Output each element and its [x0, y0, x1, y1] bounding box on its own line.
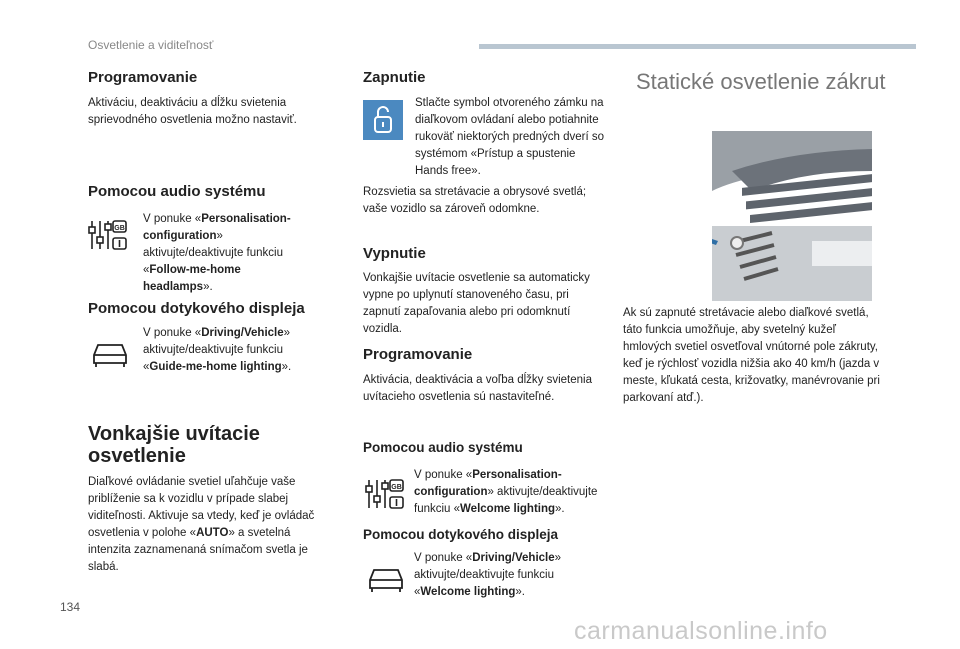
col1-prog-text: Aktiváciu, deaktiváciu a dĺžku svietenia sprievodného osvetlenia možno nastaviť.: [88, 97, 297, 126]
col2-prog-text: Aktivácia, deaktivácia a voľba dĺžky svietenia uvítacieho osvetlenia sú nastaviteľné.: [363, 374, 592, 403]
welcome-title: Vonkajšie uvítacie osvetlenie: [88, 423, 260, 467]
on-text: Rozsvietia sa stretávacie a obrysové svetlá; vaše vozidlo sa zároveň odomkne.: [363, 186, 587, 215]
col2-audio-title: Pomocou audio systému: [363, 440, 523, 455]
svg-text:GB: GB: [391, 484, 402, 491]
svg-text:GB: GB: [114, 225, 125, 232]
static-cornering-text: Ak sú zapnuté stretávacie alebo diaľkové svetlá, táto funkcia umožňuje, aby svetelný kužeľ hmlových svetiel osvetľoval vnútorné pole zákruty, keď je rýchlosť vozidla nižšia ako 40 km/h (jazda v meste, kľukatá cesta, križovatky, manévrovanie pri parkovaní atď.).: [623, 307, 880, 404]
col2-touch-title: Pomocou dotykového displeja: [363, 527, 559, 542]
col2-touch-text: V ponuke «Driving/Vehicle» aktivujte/deaktivujte funkciu «Welcome lighting».: [414, 552, 562, 598]
unlock-key-icon: [363, 100, 403, 140]
col1-audio-title: Pomocou audio systému: [88, 183, 266, 200]
on-title: Zapnutie: [363, 69, 426, 86]
col2-prog-title: Programovanie: [363, 346, 473, 363]
audio-settings-icon: [365, 474, 405, 514]
on-icon-text: Stlačte symbol otvoreného zámku na diaľkovom ovládaní alebo potiahnite rukoväť niektorých predných dverí so systémom «Prístup a spustenie Hands free».: [415, 97, 605, 177]
col1-touch-text: V ponuke «Driving/Vehicle» aktivujte/deaktivujte funkciu «Guide-me-home lighting».: [143, 327, 292, 373]
welcome-text: Diaľkové ovládanie svetiel uľahčuje vaše priblíženie sa k vozidlu v prípade slabej viditeľnosti. Aktivuje sa vtedy, keď je ovládač osvetlenia v polohe «AUTO» a svetelná intenzita zaznamenaná snímačom svetla je slabá.: [88, 476, 315, 573]
section-header: Osvetlenie a viditeľnosť: [88, 38, 214, 52]
col1-touch-title: Pomocou dotykového displeja: [88, 300, 305, 317]
col1-audio-text: V ponuke «Personalisation-configuration» aktivujte/deaktivujte funkciu «Follow-me-home headlamps».: [143, 213, 291, 293]
audio-settings-icon: [88, 215, 128, 255]
col1-prog-title: Programovanie: [88, 69, 198, 86]
car-touchscreen-icon: [90, 333, 130, 373]
watermark: carmanualsonline.info: [574, 617, 828, 645]
off-title: Vypnutie: [363, 245, 426, 262]
page-number: 134: [60, 600, 81, 614]
static-cornering-title: Statické osvetlenie zákrut: [636, 69, 886, 94]
col2-audio-text: V ponuke «Personalisation-configuration» aktivujte/deaktivujte funkciu «Welcome lighting».: [414, 469, 598, 515]
car-front-illustration: [712, 131, 872, 301]
header-bar: [479, 44, 916, 49]
off-text: Vonkajšie uvítacie osvetlenie sa automaticky vypne po uplynutí stanoveného času, pri zapnutí zapaľovania alebo pri odomknutí vozidla.: [363, 272, 590, 335]
car-touchscreen-icon: [366, 558, 406, 598]
